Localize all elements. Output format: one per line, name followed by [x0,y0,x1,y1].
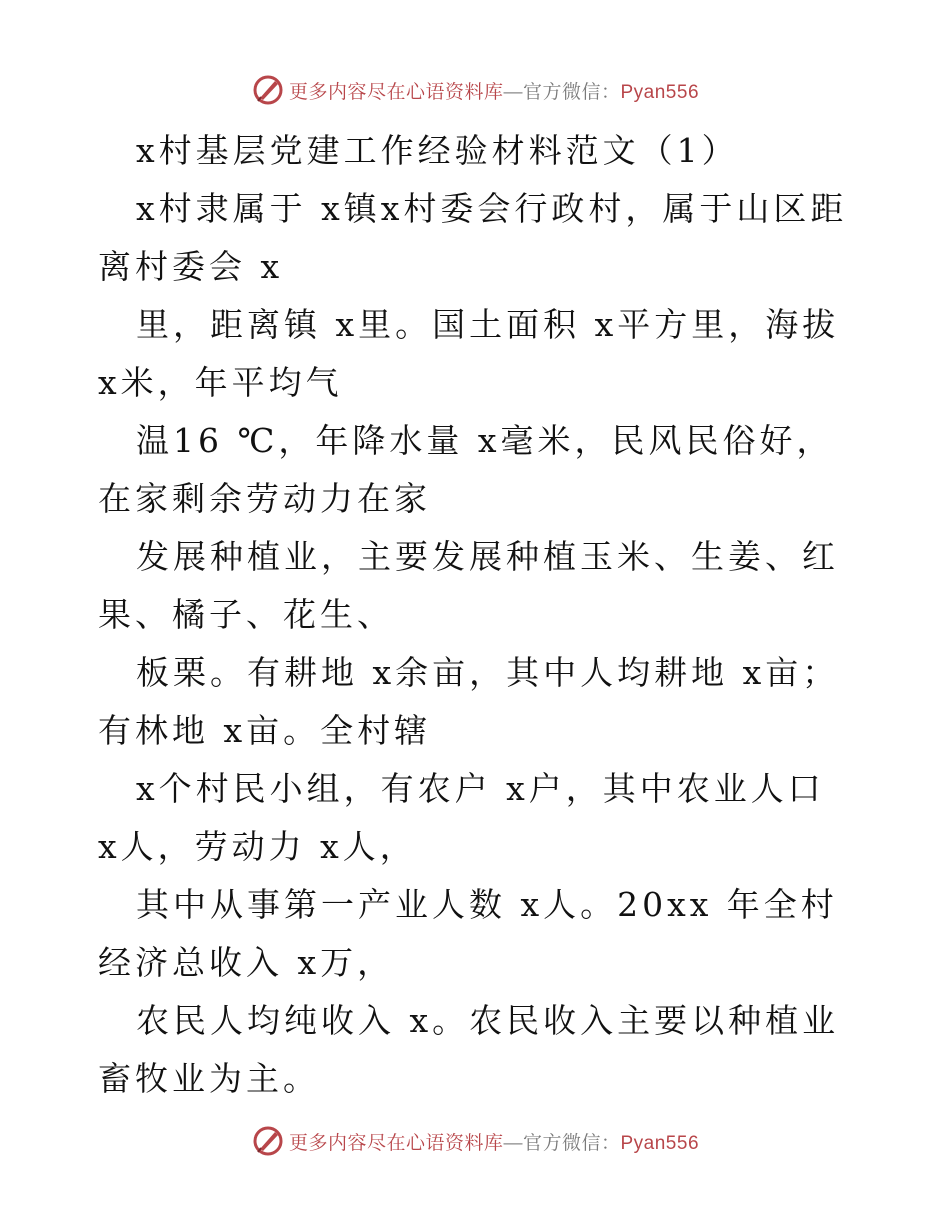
footer-watermark [0,1121,950,1161]
paragraph: x村隶属于 x镇x村委会行政村，属于山区距离村委会 x [98,189,848,286]
paragraph: 其中从事第一产业人数 x人。20xx 年全村经济总收入 x万， [98,885,838,982]
document-body [98,122,858,1108]
watermark-official-label: 官方微信： [522,81,621,103]
watermark-dash: — [503,1132,523,1154]
paragraph: 发展种植业，主要发展种植玉米、生姜、红果、橘子、花生、 [98,537,839,634]
watermark-dash: — [503,81,523,103]
watermark-wechat-id: Pyan556 [620,81,700,103]
quill-logo-icon [251,73,285,107]
watermark-brand: 更多内容尽在心语资料库 [288,81,504,103]
paragraph: 农民人均纯收入 x。农民收入主要以种植业畜牧业为主。 [98,1001,840,1098]
watermark-official-label: 官方微信： [522,1132,621,1154]
header-watermark [0,70,950,110]
quill-logo-icon [251,1124,285,1158]
paragraph: 里，距离镇 x里。国土面积 x平方里，海拔 x米，年平均气 [98,305,840,402]
watermark-brand: 更多内容尽在心语资料库 [288,1132,504,1154]
paragraph: 板栗。有耕地 x余亩，其中人均耕地 x亩；有林地 x亩。全村辖 [98,653,840,750]
paragraph: 温16 ℃，年降水量 x毫米，民风民俗好，在家剩余劳动力在家 [98,421,834,518]
paragraph: x个村民小组，有农户 x户，其中农业人口 x人，劳动力 x人， [98,769,825,866]
document-title: x村基层党建工作经验材料范文（1） [136,131,739,170]
watermark-wechat-id: Pyan556 [620,1132,700,1154]
